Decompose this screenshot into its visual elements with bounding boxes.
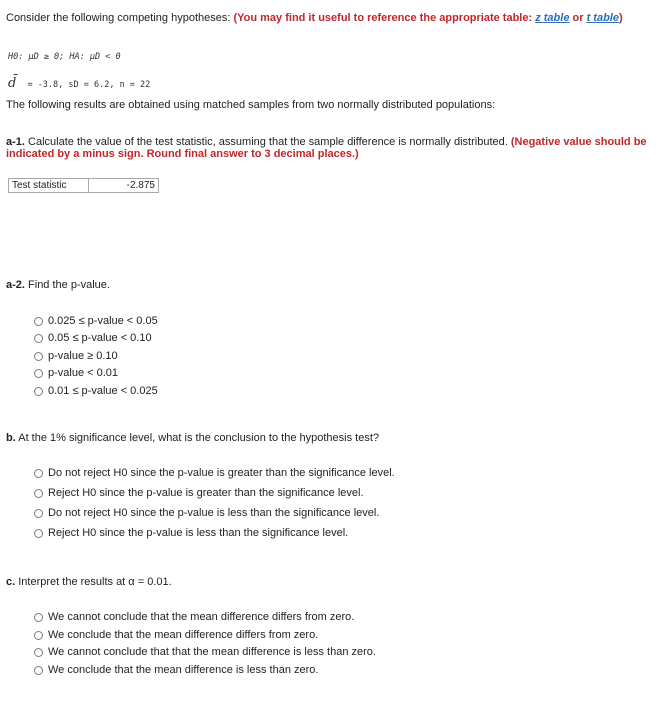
question-a1 [6,136,647,148]
radio-button[interactable] [34,489,43,498]
radio-button[interactable] [34,666,43,675]
sample-note: The following results are obtained using matched samples from two normally distributed populations: [6,99,496,111]
a2-label: a-2. [6,279,25,291]
question-a2 [6,279,110,291]
radio-button[interactable] [34,613,43,622]
sample-stats: = -3.8, sD = 6.2, n = 22 [27,80,151,90]
d-bar-symbol: d̄ [8,76,17,91]
b-text: At the 1% significance level, what is the conclusion to the hypothesis test? [15,432,379,444]
radio-button[interactable] [34,387,43,396]
b-option[interactable]: Reject H0 since the p-value is greater than the significance level. [34,487,364,499]
c-option[interactable]: We conclude that the mean difference differs from zero. [34,629,318,641]
hypotheses-line: H0: μD ≥ 0; HA: μD < 0 [8,52,121,62]
a2-option[interactable]: p-value < 0.01 [34,367,118,379]
radio-button[interactable] [34,648,43,657]
a2-option[interactable]: 0.01 ≤ p-value < 0.025 [34,385,158,397]
a2-text: Find the p-value. [24,279,110,291]
a1-instruction-line2: indicated by a minus sign. Round final answer to 3 decimal places.) [6,148,359,160]
b-option[interactable]: Reject H0 since the p-value is less than the significance level. [34,527,348,539]
b-option[interactable]: Do not reject H0 since the p-value is greater than the significance level. [34,467,395,479]
a1-instruction-line1: (Negative value should be [510,136,647,148]
b-option[interactable]: Do not reject H0 since the p-value is less than the significance level. [34,507,379,519]
radio-button[interactable] [34,334,43,343]
a2-option[interactable]: 0.05 ≤ p-value < 0.10 [34,332,152,344]
z-table-link[interactable]: z table [535,12,570,24]
test-statistic-field [8,178,159,193]
t-table-link[interactable]: t table [586,12,619,24]
radio-button[interactable] [34,509,43,518]
question-c [6,576,172,588]
radio-button[interactable] [34,369,43,378]
c-label: c. [6,576,16,588]
c-option[interactable]: We conclude that the mean difference is less than zero. [34,664,318,676]
table-reference-note: (You may find it useful to reference the appropriate table: z table or t table) [233,12,623,24]
c-option[interactable]: We cannot conclude that that the mean difference is less than zero. [34,646,376,658]
a1-label: a-1. [6,136,25,148]
a1-text: Calculate the value of the test statistic, assuming that the sample difference is normally distributed. [24,136,511,148]
c-text: Interpret the results at α = 0.01. [15,576,172,588]
radio-button[interactable] [34,469,43,478]
a2-option[interactable]: 0.025 ≤ p-value < 0.05 [34,315,158,327]
sample-stats-line [8,76,150,91]
test-statistic-label: Test statistic [9,179,89,192]
c-option[interactable]: We cannot conclude that the mean difference differs from zero. [34,611,354,623]
radio-button[interactable] [34,529,43,538]
question-b [6,432,379,444]
test-statistic-input[interactable] [89,179,158,192]
intro-text: Consider the following competing hypotheses: [6,12,234,24]
radio-button[interactable] [34,631,43,640]
a2-option[interactable]: p-value ≥ 0.10 [34,350,118,362]
radio-button[interactable] [34,352,43,361]
b-label: b. [6,432,16,444]
intro-line [6,12,623,24]
radio-button[interactable] [34,317,43,326]
